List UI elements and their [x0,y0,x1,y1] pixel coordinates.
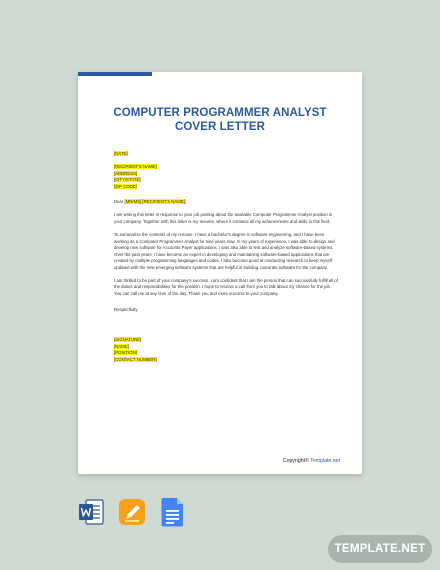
signature-placeholder: [SIGNATURE] [114,337,142,343]
city-state-placeholder: [CITY/STATE] [114,177,141,183]
copyright-note [283,458,340,464]
salutation-prefix: Dear [114,199,124,205]
salutation [114,199,338,206]
position-placeholder: [POSITION] [114,350,137,356]
zip-code-placeholder: [ZIP CODE] [114,183,137,189]
date-placeholder: [DATE] [114,151,128,156]
copyright-site: Template.net [310,458,340,464]
document-title [78,106,362,134]
signature-block [114,337,338,363]
paragraph-3: I am thrilled to be part of your company's success. I am confident that I am the person that can successfully fulfill all of the duties and responsibilities for the position. I hope to receive a call from you to talk about my chance for the job. You can call me at any time of the day. Thank you and more success to your company. [114,277,338,297]
paragraph-1: I am writing this letter in response to your job posting about the available Computer Programmer Analyst position in your company. Together with this letter is my resume, where it contains all my achievements and skills in this field. [114,212,333,224]
template-net-watermark: TEMPLATE.NET [328,535,432,563]
word-icon[interactable] [78,497,104,527]
pages-icon[interactable] [119,497,145,527]
title-line-2: COVER LETTER [174,121,265,133]
google-docs-icon[interactable] [160,497,186,527]
paragraph-2: To summarize the contents of my resume, I have a bachelor's degree in software engineering, and I have been working as a Computer Programmer Analyst for nine years now. In my years of experience, I was able to design and develop new software for Accounts Payer applications. I was also able to test and analyze software-based systems. Over the past years, I have become an expert in developing and maintaining software-based applications that are created by multiple programming languages and codes. I also become good at conducting research to keep myself updated with the new emerging software systems that are helpful in building corporate software for the company. [114,231,335,270]
address-placeholder: [ADDRESS] [114,170,138,176]
accent-bar [78,72,152,76]
recipient-name-placeholder: [RECIPIENT'S NAME] [114,163,157,169]
contact-number-placeholder: [CONTACT NUMBER] [114,357,157,363]
title-line-1: COMPUTER PROGRAMMER ANALYST [113,107,327,119]
letter-body [114,151,338,364]
copyright-prefix: Copyright [282,458,306,464]
salutation-placeholder: [MR/MS] [RECIPIENT'S NAME], [124,199,187,205]
name-placeholder: [NAME] [114,343,129,349]
recipient-block [114,164,338,190]
copyright-symbol: © [305,458,309,464]
document-page [78,72,362,474]
closing: Respectfully, [114,306,139,312]
